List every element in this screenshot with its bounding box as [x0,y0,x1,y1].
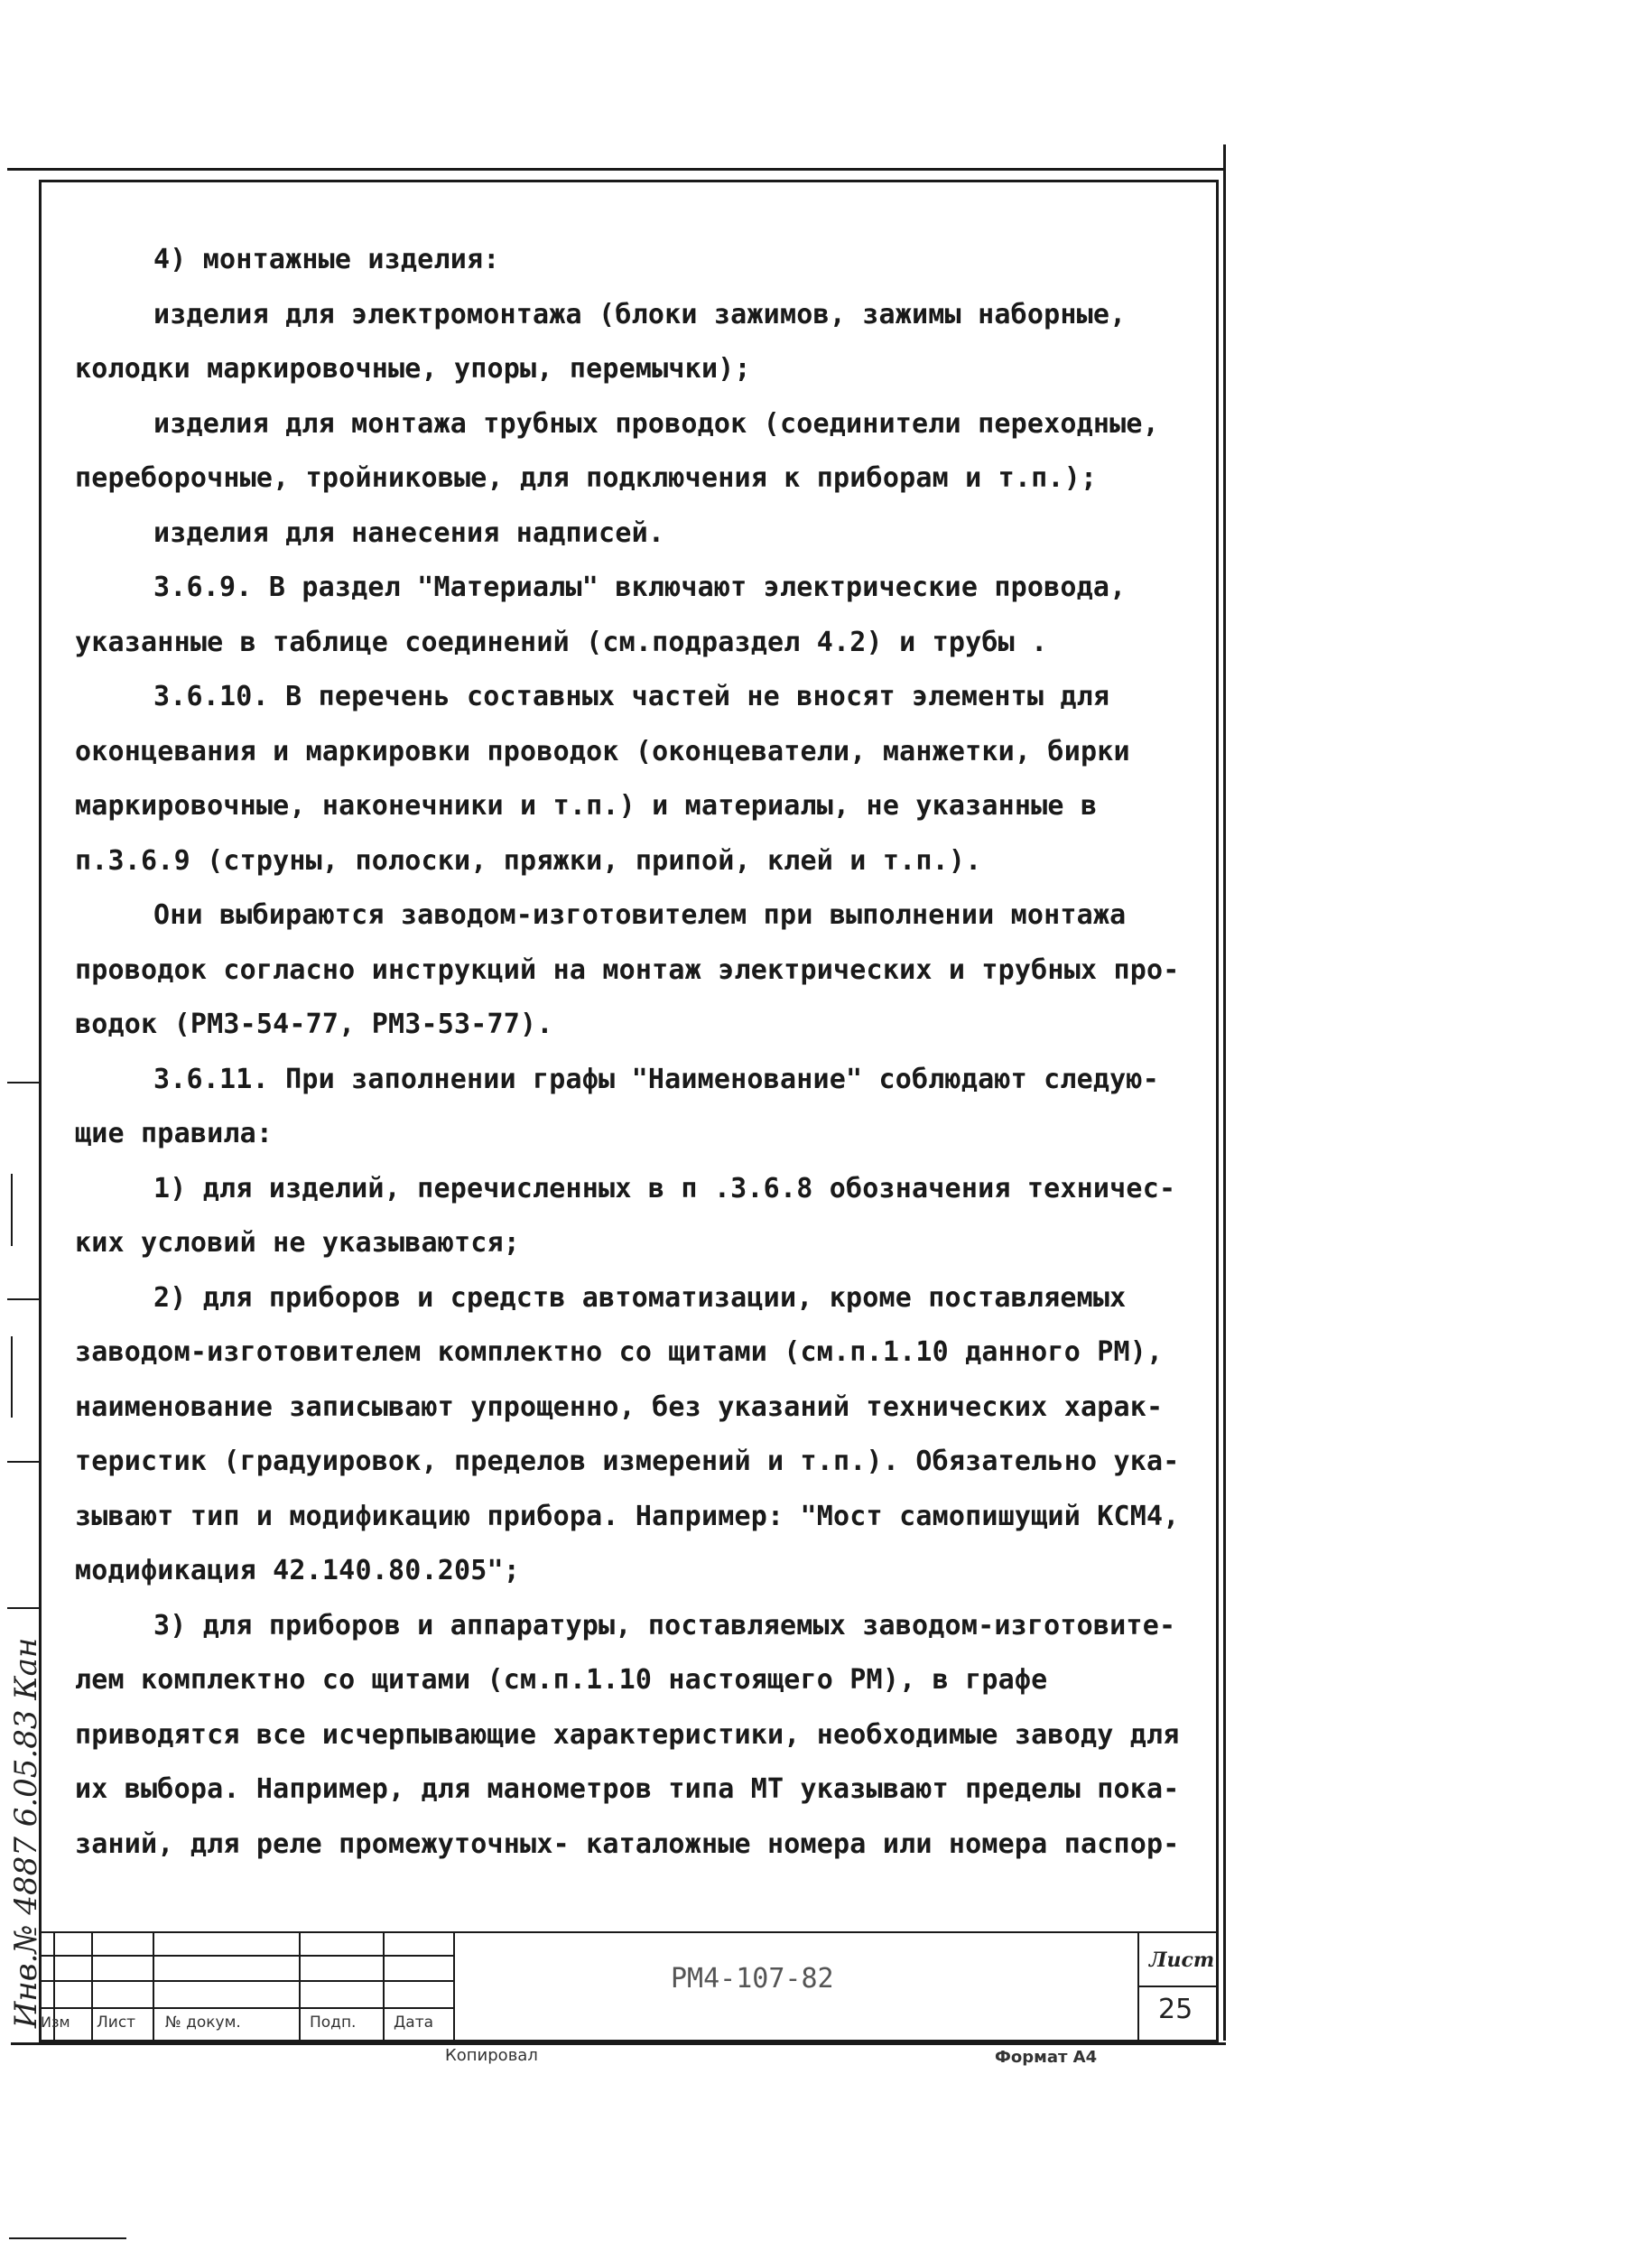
body-line: маркировочные, наконечники и т.п.) и материалы, не указанные в [75,790,1098,822]
stamp-col-list: Лист [97,2014,136,2032]
stamp-col-doc: № докум. [165,2014,241,2032]
copied-label: Копировал [445,2046,538,2065]
body-line: изделия для нанесения надписей. [153,517,665,549]
bottom-border-line [11,2042,1226,2045]
page-frame [39,180,1219,2042]
sheet-number: 25 [1158,1994,1193,2025]
stamp-col-date: Дата [394,2014,434,2032]
body-line: проводок согласно инструкций на монтаж электрических и трубных про- [75,954,1180,986]
body-line: изделия для монтажа трубных проводок (соединители переходные, [153,408,1159,440]
body-line: указанные в таблице соединений (см.подраздел 4.2) и трубы . [75,627,1048,658]
title-block [39,1930,1219,2042]
body-line: водок (РМ3-54-77, РМ3-53-77). [75,1009,553,1040]
body-line: 3) для приборов и аппаратуры, поставляемых заводом-изготовите- [153,1610,1176,1642]
sheet-label: Лист [1149,1948,1215,1972]
body-line: зывают тип и модификацию прибора. Например: "Мост самопишущий КСМ4, [75,1501,1180,1532]
binding-mark [7,1298,40,1300]
body-line: наименование записывают упрощенно, без указаний технических харак- [75,1391,1164,1423]
body-line: щие правила: [75,1118,274,1149]
body-line: лем комплектно со щитами (см.п.1.10 настоящего РМ), в графе [75,1664,1048,1696]
binding-mark [7,1082,40,1083]
binding-mark [11,1174,13,1246]
body-line: переборочные, тройниковые, для подключения к приборам и т.п.); [75,462,1098,494]
document-designation: РМ4-107-82 [671,1963,834,1995]
format-label: Формат А4 [995,2048,1098,2067]
body-line: 3.6.10. В перечень составных частей не вносят элементы для [153,681,1110,712]
body-line: их выбора. Например, для манометров типа МТ указывают пределы пока- [75,1773,1180,1805]
stamp-col-izm: Изм [41,2014,70,2031]
body-line: оконцевания и маркировки проводок (оконцеватели, манжетки, бирки [75,736,1130,767]
binding-mark [7,1607,40,1609]
corner-mark [9,2237,126,2239]
body-line: заний, для реле промежуточных- каталожные номера или номера паспор- [75,1828,1180,1860]
body-line: ких условий не указываются; [75,1227,521,1259]
top-border-line [7,168,1226,171]
body-line: колодки маркировочные, упоры, перемычки); [75,353,751,385]
body-line: 3.6.9. В раздел "Материалы" включают электрические провода, [153,572,1127,603]
binding-mark [11,1336,13,1418]
body-line: теристик (градуировок, пределов измерений и т.п.). Обязательно ука- [75,1446,1180,1477]
body-line: 3.6.11. При заполнении графы "Наименование" соблюдают следую- [153,1064,1159,1095]
right-border-line [1223,144,1226,2041]
stamp-col-sign: Подп. [310,2014,357,2032]
body-line: изделия для электромонтажа (блоки зажимов, зажимы наборные, [153,299,1127,330]
body-line: Они выбираются заводом-изготовителем при выполнении монтажа [153,899,1127,931]
body-line: 4) монтажные изделия: [153,244,500,275]
binding-mark [7,1461,40,1463]
body-line: заводом-изготовителем комплектно со щитами (см.п.1.10 данного РМ), [75,1336,1164,1368]
body-line: п.3.6.9 (струны, полоски, пряжки, припой, клей и т.п.). [75,845,982,877]
body-line: 1) для изделий, перечисленных в п .3.6.8 обозначения техничес- [153,1173,1176,1204]
body-line: модификация 42.140.80.205"; [75,1555,521,1586]
side-inscription-text: Инв.№ 4887 6.05.83 Кан [8,1637,44,2029]
body-line: приводятся все исчерпывающие характеристики, необходимые заводу для [75,1719,1180,1751]
body-line: 2) для приборов и средств автоматизации, кроме поставляемых [153,1282,1127,1314]
